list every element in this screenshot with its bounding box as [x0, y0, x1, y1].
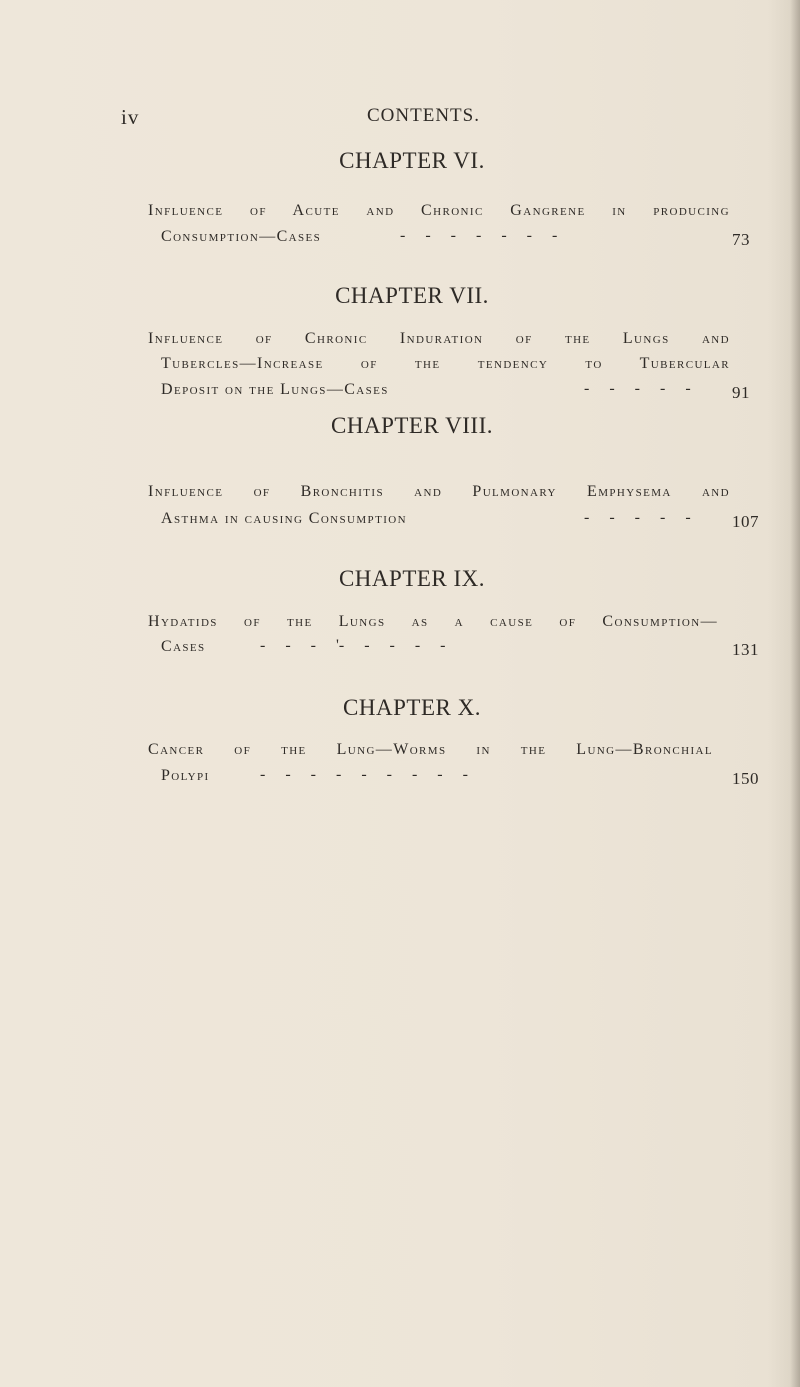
dot-leader: - - - '- - - - - [260, 637, 446, 654]
chapter-heading: CHAPTER VIII. [331, 413, 493, 438]
chapter-description-line: Influence of Chronic Induration of the Lungs and [148, 330, 730, 347]
chapter-heading: CHAPTER X. [343, 695, 481, 720]
toc-page-number: 107 [732, 512, 759, 531]
dot-leader: - - - - - [584, 380, 691, 397]
running-title: CONTENTS. [367, 105, 480, 126]
chapter-description-line: Hydatids of the Lungs as a cause of Consumption— [148, 613, 718, 630]
dot-leader: - - - - - - - - - [260, 766, 468, 783]
chapter-heading: CHAPTER VI. [339, 148, 485, 173]
chapter-heading: CHAPTER VII. [335, 283, 489, 308]
chapter-description-line: Influence of Bronchitis and Pulmonary Emphysema and [148, 483, 730, 500]
toc-page-number: 150 [732, 769, 759, 788]
dot-leader: - - - - - - - [400, 227, 558, 244]
chapter-description-line: Influence of Acute and Chronic Gangrene in producing [148, 202, 730, 219]
toc-page-number: 131 [732, 640, 759, 659]
chapter-description-line: Cases [161, 638, 206, 655]
chapter-description-line: Polypi [161, 767, 210, 784]
chapter-description-line: Cancer of the Lung—Worms in the Lung—Bronchial [148, 741, 713, 758]
chapter-heading: CHAPTER IX. [338, 566, 486, 591]
page-header [0, 105, 800, 129]
chapter-description-line: Deposit on the Lungs—Cases [161, 381, 389, 398]
chapter-description-line: Tubercles—Increase of the tendency to Tubercular [161, 355, 730, 372]
chapter-description-line: Asthma in causing Consumption [161, 510, 407, 527]
chapter-description-line: Consumption—Cases [161, 228, 322, 245]
page-edge-shadow [790, 0, 800, 1387]
page-number: iv [121, 105, 140, 129]
dot-leader: - - - - - [584, 509, 691, 526]
toc-page-number: 73 [732, 230, 750, 249]
toc-page-number: 91 [732, 383, 750, 402]
